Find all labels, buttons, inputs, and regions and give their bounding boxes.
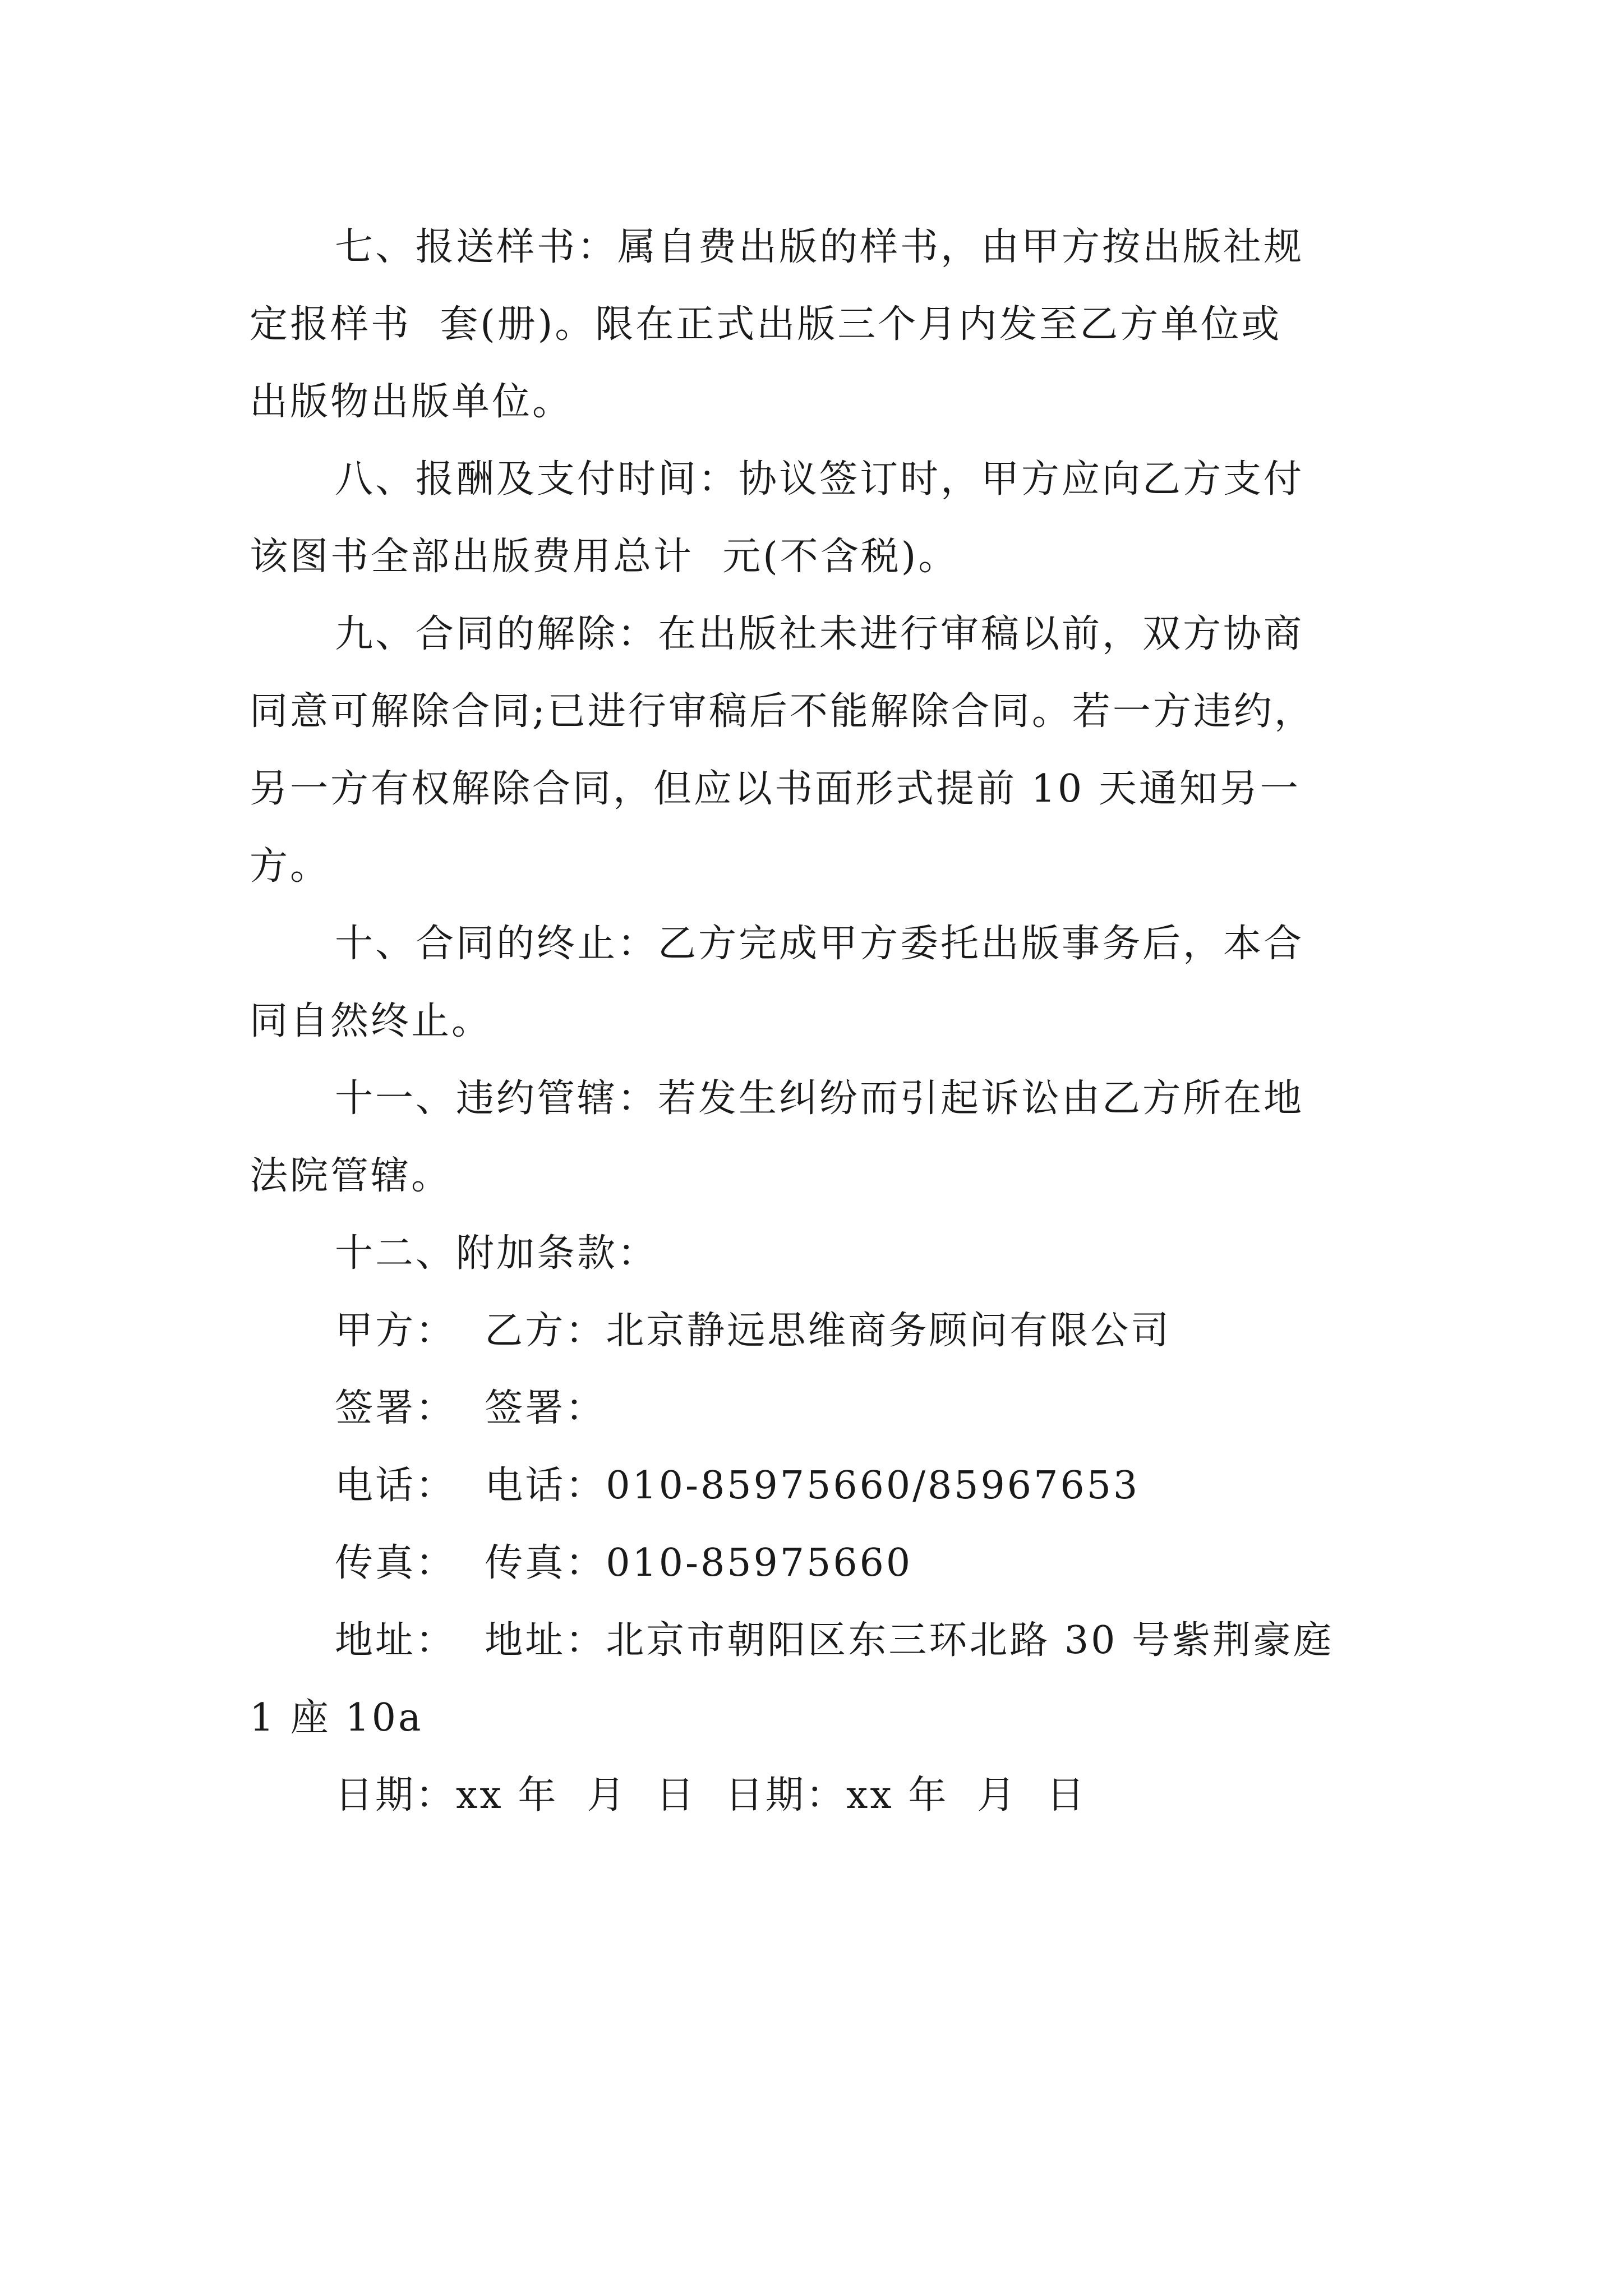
phone-line: 电话： 电话：010-85975660/85967653 (335, 1464, 1140, 1508)
clause-8-line-1: 八、报酬及支付时间：协议签订时，甲方应向乙方支付 (335, 457, 1304, 501)
clause-9-line-4: 方。 (250, 844, 331, 889)
address-line-2: 1 座 10a (250, 1696, 423, 1740)
clause-7-line-2: 定报样书 套(册)。限在正式出版三个月内发至乙方单位或 (250, 302, 1282, 347)
document-body (250, 209, 1382, 1834)
clause-10-line-1: 十、合同的终止：乙方完成甲方委托出版事务后，本合 (335, 922, 1304, 966)
clause-8-line-2: 该图书全部出版费用总计 元(不含税)。 (250, 535, 959, 579)
clause-11-line-2: 法院管辖。 (250, 1154, 452, 1198)
clause-11-line-1: 十一、违约管辖：若发生纠纷而引起诉讼由乙方所在地 (335, 1076, 1304, 1121)
clause-7-line-3: 出版物出版单位。 (250, 380, 573, 424)
clause-7-line-1: 七、报送样书：属自费出版的样书，由甲方按出版社规 (335, 225, 1304, 269)
fax-line: 传真： 传真：010-85975660 (335, 1541, 913, 1585)
clause-12-line-1: 十二、附加条款： (335, 1231, 658, 1276)
signature-line: 签署： 签署： (335, 1386, 606, 1430)
clause-9-line-1: 九、合同的解除：在出版社未进行审稿以前，双方协商 (335, 612, 1304, 656)
clause-10-line-2: 同自然终止。 (250, 999, 492, 1043)
party-names-line: 甲方： 乙方：北京静远思维商务顾问有限公司 (335, 1309, 1172, 1353)
date-line: 日期：xx 年 月 日 日期：xx 年 月 日 (335, 1773, 1087, 1818)
clause-9-line-3: 另一方有权解除合同，但应以书面形式提前 10 天通知另一 (250, 767, 1301, 811)
clause-9-line-2: 同意可解除合同;已进行审稿后不能解除合同。若一方违约， (250, 689, 1315, 734)
address-line-1: 地址： 地址：北京市朝阳区东三环北路 30 号紫荆豪庭 (335, 1618, 1334, 1663)
